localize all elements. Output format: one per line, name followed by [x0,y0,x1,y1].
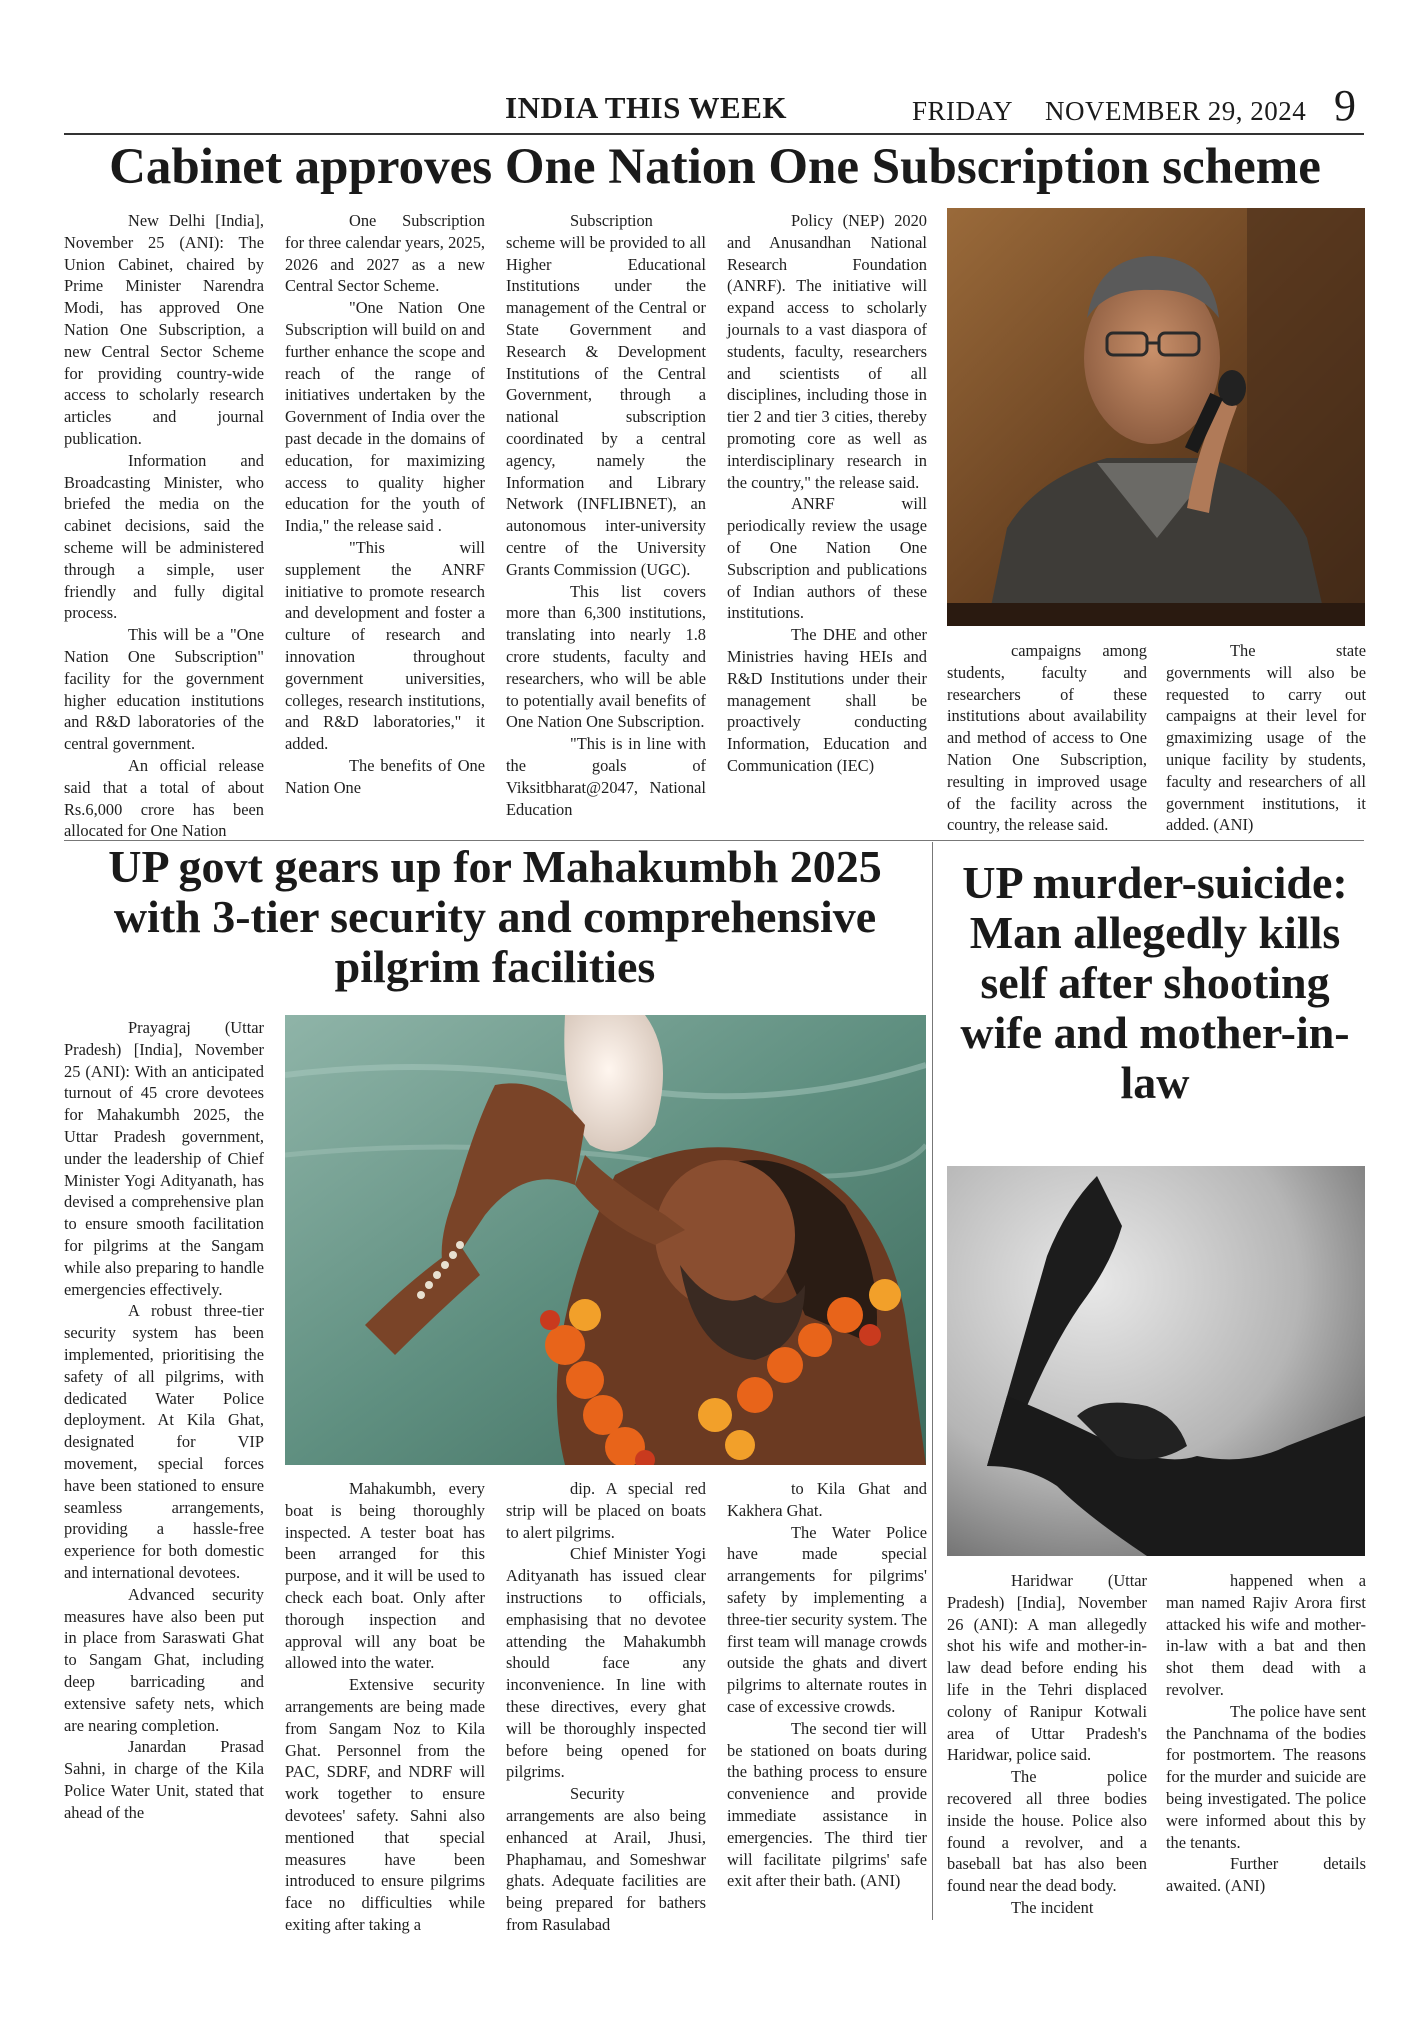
page-number: 9 [1334,81,1356,130]
article-paragraph: The police have sent the Panchnama of the bodies for postmortem. The reasons for the murder and suicide are being investigated. The police were informed about this by the tenants. [1166,1701,1366,1852]
article-paragraph: The police recovered all three bodies inside the house. Police also found a revolver, and a baseball bat has also been found near the dead body. [947,1767,1147,1896]
article-paragraph: campaigns among students, faculty and researchers of these institutions about availability and method of access to One Nation One Subscription, resulting in improved usage of the facility across the country, the release said. [947,641,1147,835]
article-paragraph: happened when a man named Rajiv Arora first attacked his wife and mother-in-law with a bat and then shot them dead with a revolver. [1166,1571,1366,1699]
article-paragraph: A robust three-tier security system has been implemented, prioritising the safety of all pilgrims, with dedicated Water Police deployment. At Kila Ghat, designated for VIP movement, special forces have been stationed to ensure seamless arrangements, providing a hassle-free experience for both domestic and international devotees. [64,1301,264,1582]
article-paragraph: New Delhi [India], November 25 (ANI): The Union Cabinet, chaired by Prime Minister Narendra Modi, has approved One Nation One Subscription, a new Central Sector Scheme for providing country-wide access to scholarly research articles and journal publication. [64,211,264,448]
article1-column-5 [947,640,1147,840]
article1-column-3 [506,210,706,840]
article2-headline: UP govt gears up for Mahakumbh 2025 with 3-tier security and comprehensive pilgrim facilities [108,841,882,992]
article1-column-1 [64,210,264,840]
article-paragraph: The DHE and other Ministries having HEIs and R&D Institutions under their management shall be proactively conducting Information, Education and Communication (IEC) [727,625,927,775]
article-paragraph: The incident [1011,1897,1094,1917]
article-paragraph: An official release said that a total of about Rs.6,000 crore has been allocated for One Nation [64,755,264,841]
article2-column-4 [727,1478,927,1928]
article-paragraph: Prayagraj (Uttar Pradesh) [India], November 25 (ANI): With an anticipated turnout of 45 crore devotees for Mahakumbh 2025, the Uttar Pradesh government, under the leadership of Chief Minister Yogi Adityanath, has devised a comprehensive plan to ensure smooth facilitation for pilgrims at the Sangam while also preparing to handle emergencies effectively. [64,1018,264,1299]
article-paragraph: ANRF will periodically review the usage of One Nation One Subscription and publications of Indian authors of these institutions. [727,494,927,623]
article-paragraph: Policy (NEP) 2020 and Anusandhan National Research Foundation (ANRF). The initiative will expand access to scholarly journals to a vast diaspora of students, faculty, researchers and scientists of all disciplines, including those in tier 2 and tier 3 cities, thereby promoting core as well as interdisciplinary research in the country," the release said. [727,211,927,492]
article-paragraph: Extensive security arrangements are being made from Sangam Noz to Kila Ghat. Personnel from the PAC, SDRF, and NDRF will work together to ensure devotees' safety. Sahni also mentioned that special measures have been introduced to ensure pilgrims face no difficulties while exiting after taking a [285,1675,485,1934]
article-paragraph: Further details awaited. (ANI) [1166,1854,1366,1896]
article-paragraph: "This is in line with the goals of Viksitbharat@2047, National Education [506,734,706,819]
article3-column-2 [1166,1570,1366,1930]
article3-headline: UP murder-suicide: Man allegedly kills self after shooting wife and mother-in-law [960,857,1350,1108]
article-paragraph: This will be a "One Nation One Subscription" facility for the government higher education institutions and R&D laboratories of the central government. [64,625,264,754]
column-divider [932,842,933,1920]
article-paragraph: Information and Broadcasting Minister, who briefed the media on the cabinet decisions, said the scheme will be administered through a simple, user friendly and fully digital process. [64,450,264,623]
article-paragraph: dip. A special red strip will be placed on boats to alert pilgrims. [506,1479,706,1542]
article1-headline: Cabinet approves One Nation One Subscription scheme [109,139,1321,195]
article-paragraph: The benefits of One Nation One [285,755,485,797]
article1-column-2 [285,210,485,840]
article2-column-1 [64,1017,264,1927]
article-paragraph: This list covers more than 6,300 institutions, translating into nearly 1.8 crore students, faculty and researchers, who will be able to potentially avail benefits of One Nation One Subscription. [506,581,706,732]
article-paragraph: Security arrangements are also being enhanced at Arail, Jhusi, Phaphamau, and Someshwar ghats. Adequate facilities are being prepared for bathers from Rasulabad [506,1784,706,1934]
article-paragraph: One Subscription for three calendar years, 2025, 2026 and 2027 as a new Central Sector Scheme. [285,211,485,296]
article-paragraph: Advanced security measures have also been put in place from Saraswati Ghat to Sangam Ghat, including deep barricading and extensive safety nets, which are nearing completion. [64,1584,264,1735]
minister-photo-drawing [947,208,1365,626]
article-paragraph: The state governments will also be requested to carry out campaigns at their level for gmaximizing usage of the unique facility by students, faculty and researchers of all government institutions, it added. (ANI) [1166,641,1366,835]
article-paragraph: Janardan Prasad Sahni, in charge of the Kila Police Water Unit, stated that ahead of the [64,1737,264,1822]
article-paragraph: The Water Police have made special arrangements for pilgrims' safety by implementing a three-tier security system. The first team will manage crowds outside the ghats and divert pilgrims to alternate routes in case of excessive crowds. [727,1522,927,1716]
article-paragraph: to Kila Ghat and Kakhera Ghat. [727,1479,927,1520]
publication-name: INDIA THIS WEEK [505,90,788,125]
article1-column-4 [727,210,927,840]
article-paragraph: The second tier will be stationed on boats during the bathing process to ensure convenience and provide immediate assistance in emergencies. The third tier will facilitate pilgrims' safe exit after their bath. (ANI) [727,1718,927,1891]
article-paragraph: Haridwar (Uttar Pradesh) [India], November 26 (ANI): A man allegedly shot his wife and mother-in-law dead before ending his life in the Tehri displaced colony of Ranipur Kotwali area of Uttar Pradesh's Haridwar, police said. [947,1571,1147,1765]
article-paragraph: Subscription scheme will be provided to all Higher Educational Institutions under the management of the Central or State Government and Research & Development Institutions of the Central Government, through a national subscription coordinated by a central agency, namely the Information and Library Network (INFLIBNET), an autonomous inter-university centre of the University Grants Commission (UGC). [506,211,706,579]
article2-column-3 [506,1478,706,1934]
sadhu-conch-photo [285,1015,926,1465]
article3-column-1 [947,1570,1147,1930]
knife-photo-drawing [947,1166,1365,1556]
article-paragraph: Mahakumbh, every boat is being thoroughly inspected. A tester boat has been arranged for this purpose, and it will be used to check each boat. Only after thorough inspection and approval will any boat be allowed into the water. [285,1479,485,1673]
article1-column-6 [1166,640,1366,840]
issue-day: FRIDAY [912,96,1014,126]
minister-speaking-photo [947,208,1365,626]
knife-silhouette-photo [947,1166,1365,1556]
sadhu-photo-drawing [285,1015,926,1465]
article-paragraph: Chief Minister Yogi Adityanath has issued clear instructions to officials, emphasising that no devotee attending the Mahakumbh should face any inconvenience. In line with these directives, every ghat will be thoroughly inspected before being opened for pilgrims. [506,1544,706,1782]
header-rule [64,133,1364,135]
article-paragraph: "One Nation One Subscription will build on and further enhance the scope and reach of the range of initiatives undertaken by the Government of India over the past decade in the domains of education, for maximizing access to quality higher education for the youth of India," the release said . [285,298,485,536]
article-paragraph: "This will supplement the ANRF initiative to promote research and development and foster a culture of research and innovation throughout government universities, colleges, research institutions, and R&D laboratories," it added. [285,537,485,754]
issue-date: NOVEMBER 29, 2024 [1045,96,1307,126]
article2-column-2 [285,1478,485,1934]
